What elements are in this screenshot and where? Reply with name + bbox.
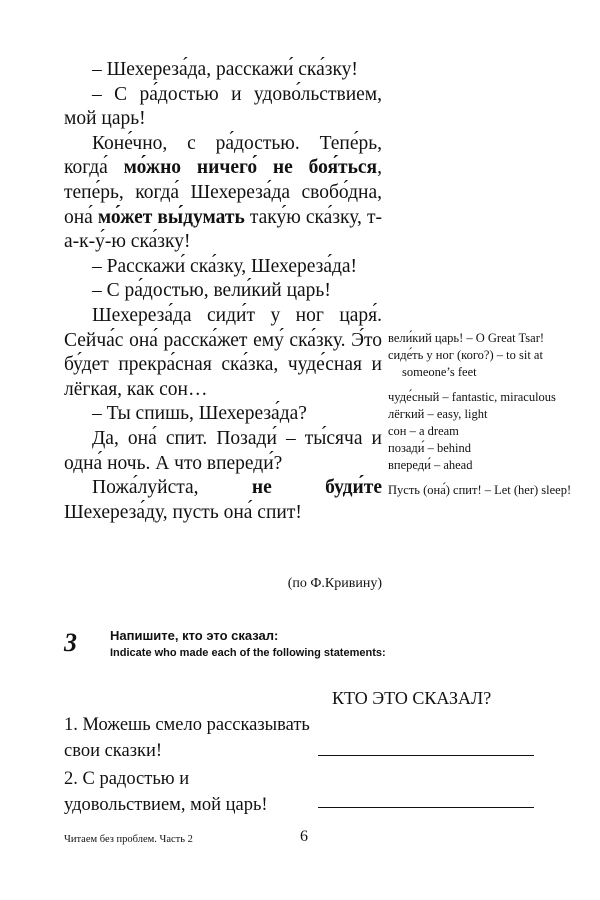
exercise-instruction-en: Indicate who made each of the following statements: — [110, 647, 386, 659]
answer-column-header: КТО ЭТО СКАЗАЛ? — [332, 688, 492, 708]
glossary-item: сиде́ть у ног (кого?) – to sit at someone’s feet — [388, 347, 543, 379]
glossary-item: лёгкий – easy, light — [388, 407, 488, 422]
story-run: – С ра́достью, вели́кий царь! — [92, 280, 331, 302]
story-run: – Шехереза́да, расскажи́ ска́зку! — [92, 59, 358, 80]
page-number: 6 — [300, 828, 308, 845]
story-emphasis: не буди́те — [251, 477, 382, 499]
story-emphasis: мо́жет вы́думать — [97, 206, 245, 228]
story-run: Шехереза́ду, пусть она́ спит! — [64, 501, 302, 523]
story-run: таку́ю ска́зку, т-а-к-у́-ю ска́зку! — [64, 206, 382, 253]
story-run: – Расскажи́ ска́зку, Шехереза́да! — [92, 255, 358, 277]
glossary-item: вели́кий царь! – O Great Tsar! — [388, 331, 545, 345]
story-run: Шехереза́да сиди́т у ног царя́. Сейча́с она́ расска́жет ему́ ска́зку. Э́то бу́дет прекра́сная ска́зка, чуде́сная и лёгкая, как сон… — [64, 304, 382, 400]
story-run: Да, она́ спит. Позади́ – ты́сяча и одна́ ночь. А что впереди́? — [64, 427, 382, 474]
glossary-item: позади́ – behind — [388, 440, 471, 455]
story-run: – С ра́достью и удово́льствием, мой царь! — [64, 83, 382, 130]
story-emphasis: мо́жно ничего́ не боя́ться — [123, 157, 378, 179]
glossary-spacer — [388, 473, 588, 482]
answer-line-1[interactable] — [318, 755, 534, 756]
story-run: Коне́чно, с ра́достью. Тепе́рь, когда́ — [64, 132, 382, 179]
story-run: , тепе́рь, когда́ Шехереза́да свобо́дна, она́ — [64, 157, 382, 228]
story-text — [64, 58, 382, 525]
story-paragraph — [64, 279, 382, 304]
story-paragraph — [64, 427, 382, 476]
glossary — [388, 330, 588, 499]
story-source: (по Ф.Кривину) — [287, 576, 382, 591]
story-run: – Ты спишь, Шехереза́да? — [92, 403, 307, 425]
story-paragraph — [64, 402, 382, 427]
story-paragraph — [64, 304, 382, 402]
story-run: Пожа́луйста, — [92, 477, 252, 499]
exercise-number: 3 — [64, 628, 77, 657]
answer-line-2[interactable] — [318, 807, 534, 808]
story-paragraph — [64, 476, 382, 525]
story-paragraph — [64, 132, 382, 255]
exercise-item-2: 2. С радостью и удовольствием, мой царь! — [64, 769, 268, 815]
glossary-item: сон – a dream — [388, 423, 459, 438]
exercise-item-1: 1. Можешь смело рассказывать свои сказки! — [64, 715, 310, 761]
footer-book-title: Читаем без проблем. Часть 2 — [64, 834, 193, 845]
story-paragraph — [64, 255, 382, 280]
glossary-spacer — [388, 380, 588, 389]
glossary-item: Пусть (она́) спит! – Let (her) sleep! — [388, 483, 572, 498]
exercise-instruction-ru: Напишите, кто это сказал: — [110, 628, 279, 643]
story-paragraph — [64, 83, 382, 132]
glossary-item: чуде́сный – fantastic, miraculous — [388, 390, 556, 405]
story-paragraph — [64, 58, 382, 83]
glossary-item: впереди́ – ahead — [388, 457, 473, 472]
